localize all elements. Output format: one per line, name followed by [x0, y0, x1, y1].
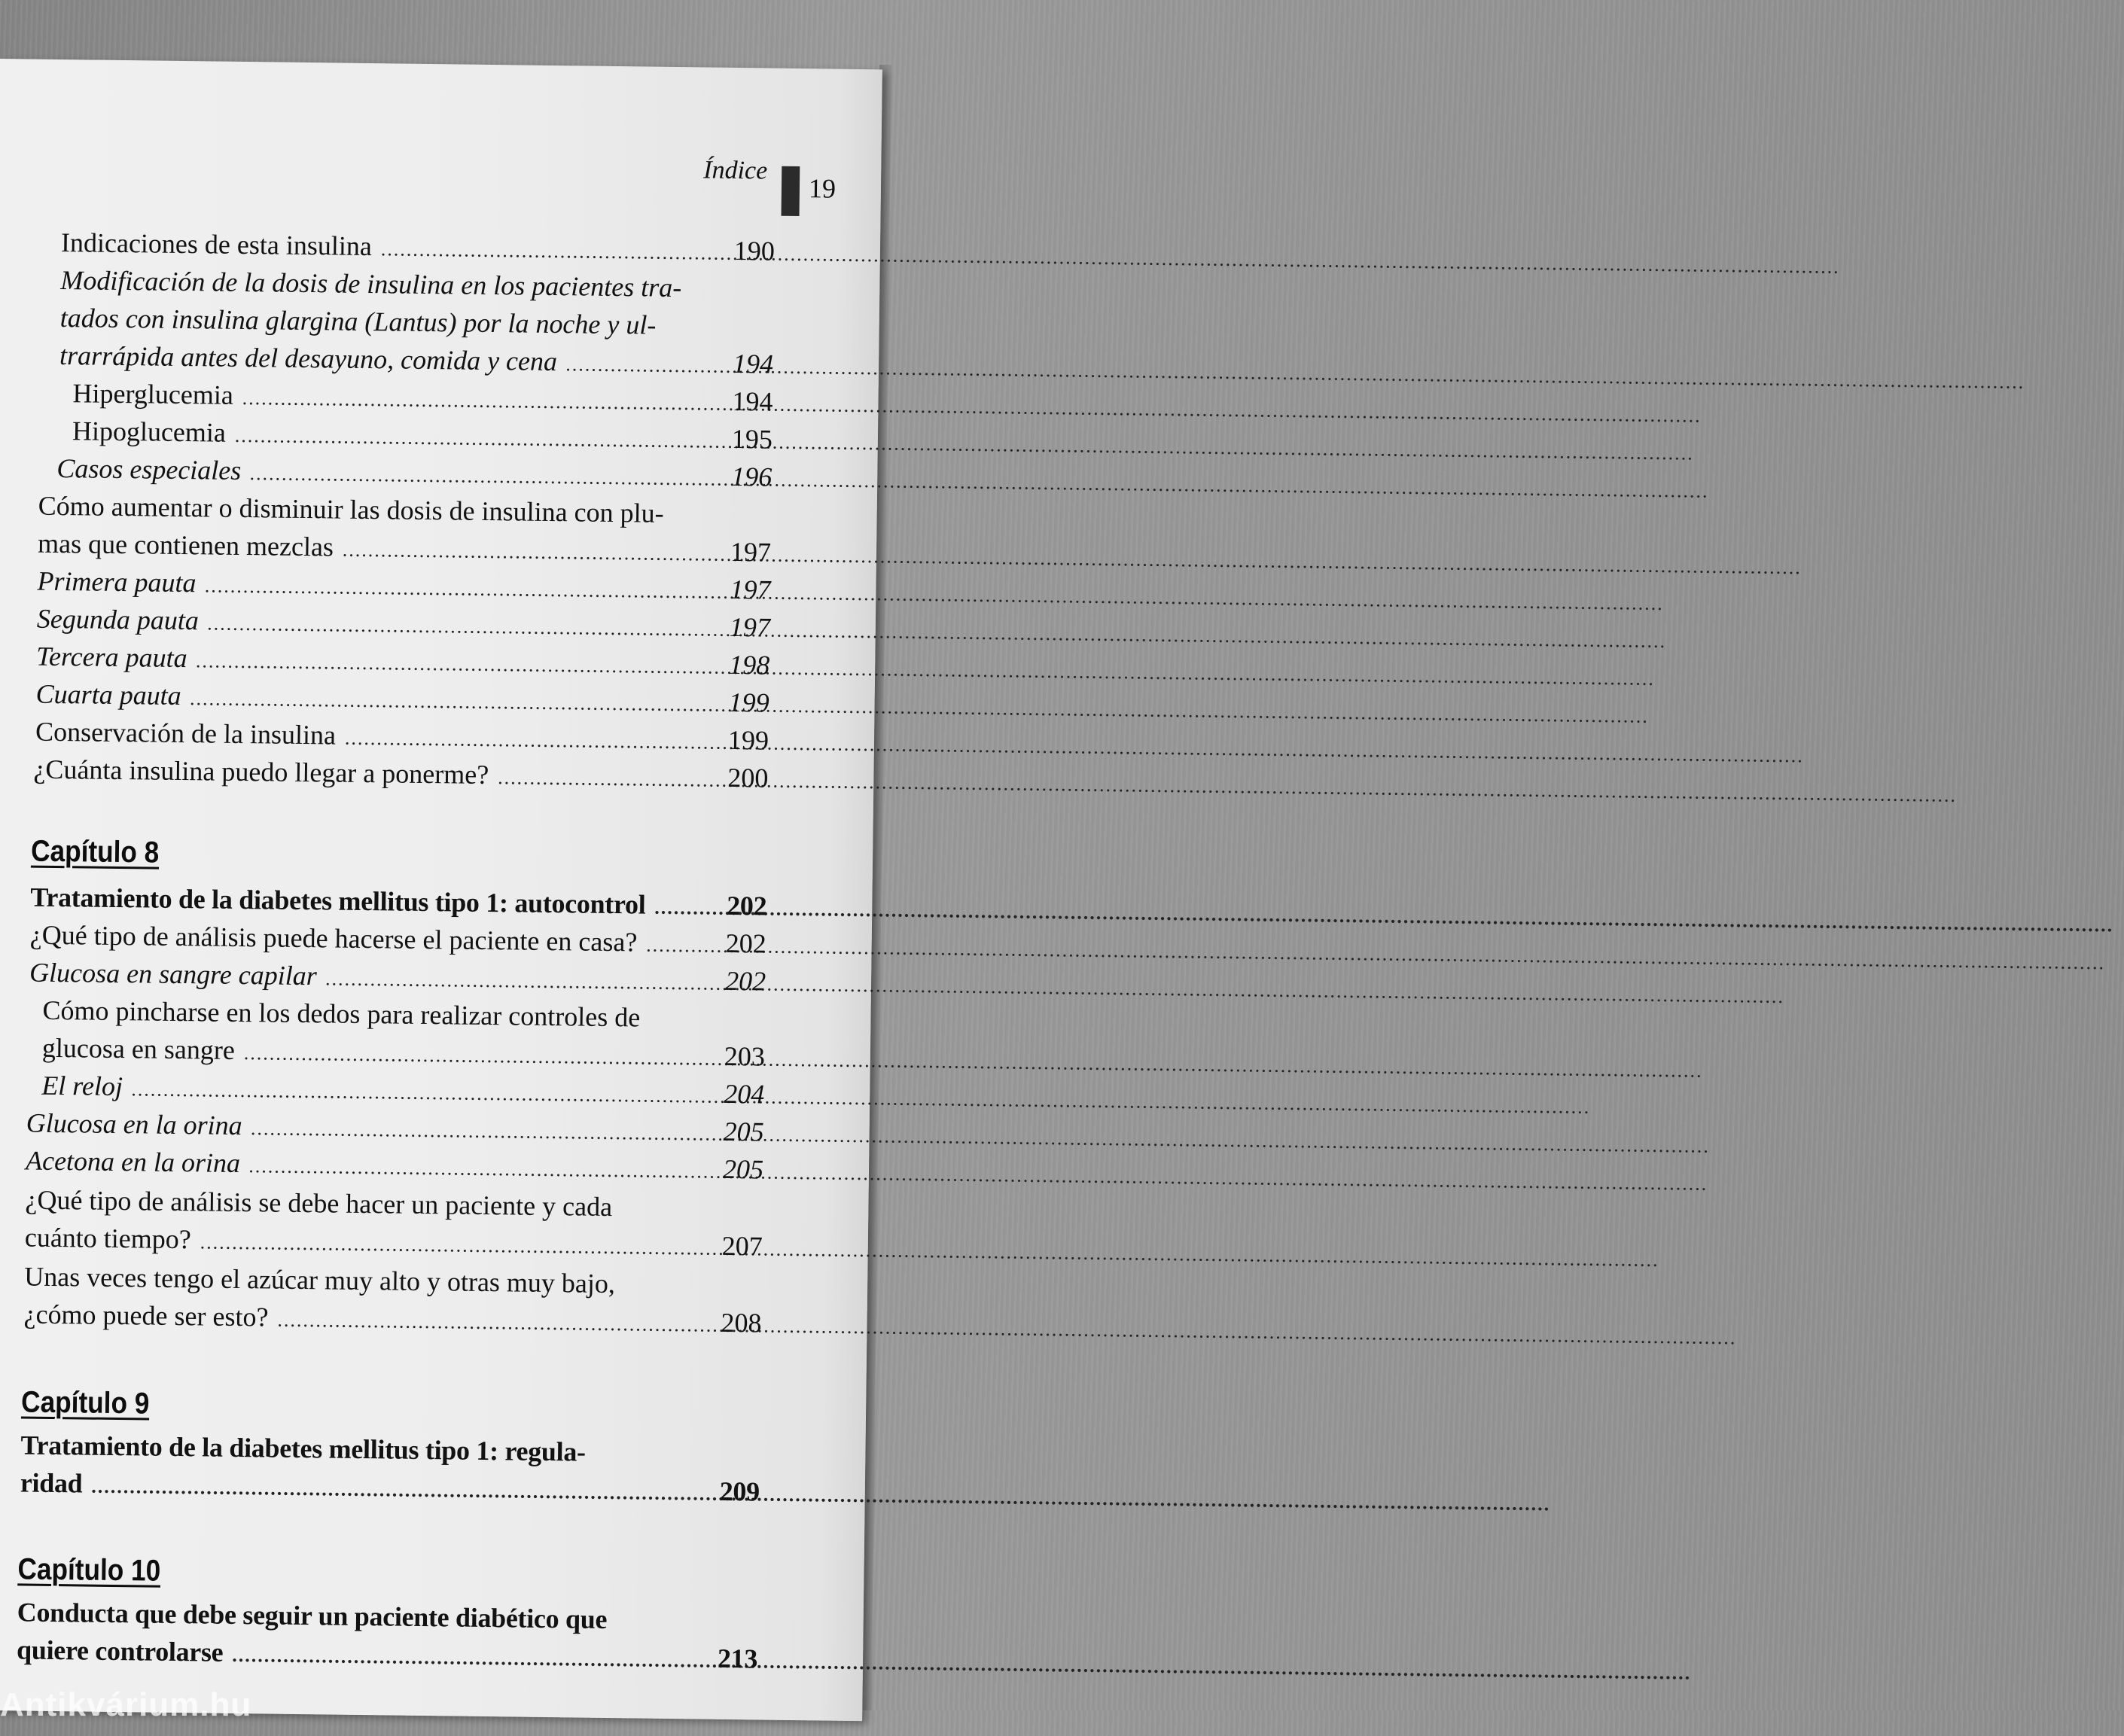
toc-entry-text: trarrápida antes del desayuno, comida y cena — [59, 340, 558, 377]
toc-entry — [16, 1634, 758, 1680]
toc-entry-text: Cómo pincharse en los dedos para realizar controles de — [42, 994, 641, 1033]
toc-entry-text: Tratamiento de la diabetes mellitus tipo 1: autocontrol — [30, 882, 646, 920]
toc-entry-text: Glucosa en sangre capilar — [29, 957, 318, 991]
toc-entry-page: 209 — [719, 1476, 760, 1507]
toc-entry-page: 207 — [721, 1230, 763, 1262]
toc-entry-text: ¿cómo puede ser esto? — [23, 1299, 269, 1332]
toc-entry-page: 202 — [726, 890, 767, 921]
toc-entry-text: mas que contienen mezclas — [37, 528, 334, 562]
toc-entry-text: Tercera pauta — [36, 641, 187, 674]
toc-entry-page: 194 — [732, 348, 774, 379]
toc-entry-text: Glucosa en la orina — [26, 1107, 242, 1141]
toc-entry-text: Conducta que debe seguir un paciente diabético que — [17, 1597, 608, 1635]
toc-entry-page: 194 — [732, 385, 773, 417]
toc-entry-text: Casos especiales — [56, 452, 242, 486]
toc-entry-page: 197 — [730, 536, 772, 568]
toc-entry-text: ¿Cuánta insulina puedo llegar a ponerme? — [33, 754, 489, 790]
toc-entry-text: Hipoglucemia — [72, 416, 227, 448]
toc-entry-page: 205 — [722, 1153, 764, 1185]
toc-entry-page: 202 — [725, 927, 766, 959]
toc-entry-page: 205 — [723, 1116, 764, 1147]
toc-entry-text: Unas veces tengo el azúcar muy alto y otras muy bajo, — [23, 1261, 616, 1299]
toc-entry — [33, 754, 769, 799]
page-number: 19 — [808, 173, 836, 204]
toc-entry-text: cuánto tiempo? — [24, 1222, 192, 1255]
toc-entry-page: 195 — [731, 423, 773, 455]
toc-entry-page: 202 — [724, 965, 766, 997]
toc-entry-page: 213 — [717, 1643, 758, 1674]
table-of-contents — [0, 59, 882, 1721]
toc-entry-text: ¿Qué tipo de análisis puede hacerse el paciente en casa? — [29, 919, 638, 958]
toc-entry-page: 203 — [724, 1040, 766, 1072]
watermark: Antikvárium.hu — [0, 1686, 252, 1723]
toc-entry-text: Hiperglucemia — [72, 378, 234, 410]
toc-entry-text: Modificación de la dosis de insulina en los pacientes tra- — [60, 265, 682, 303]
toc-entry-text: Cómo aumentar o disminuir las dosis de insulina con plu- — [38, 490, 664, 528]
toc-entry — [24, 1222, 763, 1268]
dot-leader — [91, 1476, 1550, 1516]
toc-entry-text: glucosa en sangre — [41, 1032, 236, 1065]
toc-entry-text: ¿Qué tipo de análisis se debe hacer un paciente y cada — [25, 1184, 613, 1223]
toc-entry-text: El reloj — [41, 1070, 123, 1102]
toc-entry-text: Tratamiento de la diabetes mellitus tipo 1: regula- — [20, 1430, 587, 1467]
toc-entry-page: 190 — [733, 235, 776, 266]
chapter-10-heading: Capítulo 10 — [17, 1552, 161, 1588]
toc-entry — [20, 1466, 760, 1512]
toc-entry-page: 208 — [721, 1307, 762, 1339]
toc-entry — [25, 1145, 764, 1191]
book-page — [0, 59, 882, 1721]
toc-entry-text: Cuarta pauta — [35, 678, 181, 711]
toc-entry-page: 204 — [724, 1078, 765, 1110]
running-head: Índice — [703, 156, 768, 185]
toc-entry-text: Primera pauta — [37, 565, 197, 598]
chapter-9-heading: Capítulo 9 — [20, 1385, 150, 1421]
toc-entry-text: Indicaciones de esta insulina — [60, 227, 373, 262]
toc-entry-text: tados con insulina glargina (Lantus) por la noche y ul- — [59, 303, 657, 340]
toc-entry-page: 199 — [728, 687, 769, 718]
dot-leader — [646, 934, 2105, 975]
toc-entry-page: 197 — [729, 611, 771, 643]
toc-entry-text: Acetona en la orina — [25, 1145, 241, 1179]
toc-entry-text: ridad — [20, 1467, 83, 1499]
toc-entry-page: 197 — [730, 574, 771, 605]
chapter-8-heading: Capítulo 8 — [30, 834, 160, 870]
toc-entry-page: 196 — [731, 461, 773, 492]
toc-entry-page: 200 — [727, 762, 769, 793]
toc-entry-text: Segunda pauta — [36, 603, 200, 636]
toc-entry — [23, 1299, 762, 1345]
dot-leader — [566, 353, 2025, 394]
toc-entry-text: quiere controlarse — [16, 1634, 224, 1667]
toc-entry-text: Conservación de la insulina — [35, 716, 337, 751]
toc-entry-page: 199 — [727, 724, 769, 756]
toc-entry-page: 198 — [728, 649, 770, 681]
